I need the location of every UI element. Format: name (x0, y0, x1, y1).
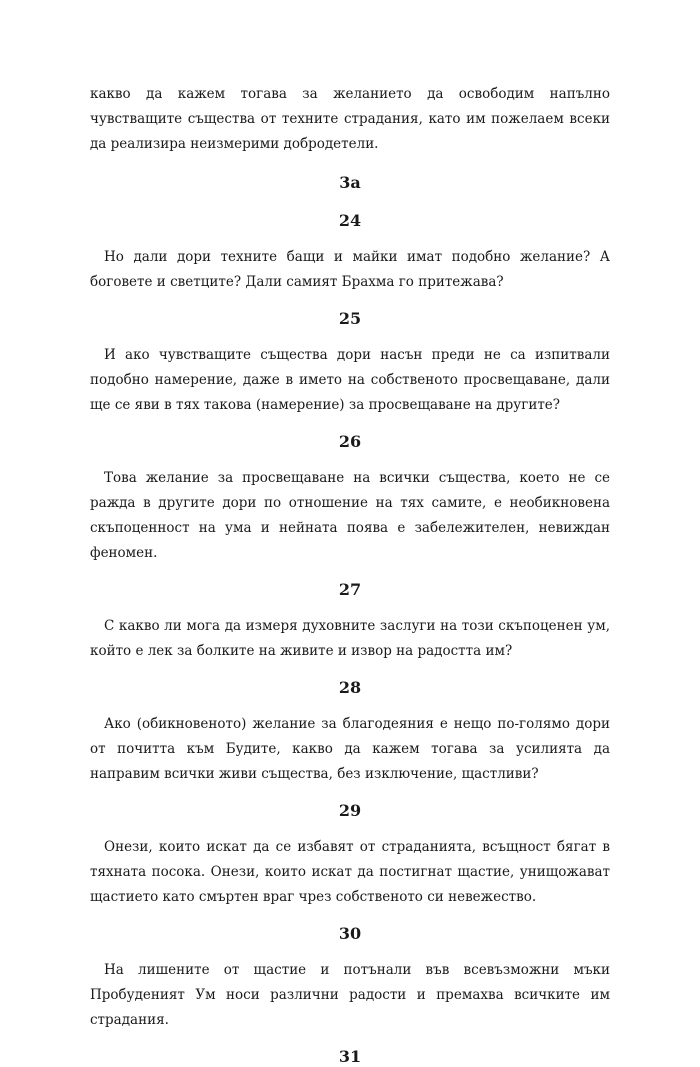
paragraph-26: Това желание за просвещаване на всички същества, което не се ражда в другите дори по отношение на тях самите, е необикновена скъпоценност на ума и нейната поява е забележителен, невиждан феномен. (90, 470, 610, 561)
paragraph-28: Ако (обикновеното) желание за благодеяния е нещо по-голямо дори от почитта към Будите, какво да кажем тогава за усилията да направим всички живи същества, без изключение, щастливи? (90, 716, 610, 782)
verse-heading-27: 27 (338, 580, 362, 599)
document-page (90, 82, 610, 1067)
paragraph-30: На лишените от щастие и потънали във всевъзможни мъки Пробуденият Ум носи различни радости и премахва всичките им страдания. (90, 962, 610, 1028)
verse-heading-31: 31 (338, 1047, 362, 1066)
verse-heading-3a: 3a (339, 173, 361, 192)
paragraph-27: С какво ли мога да измеря духовните заслуги на този скъпоценен ум, който е лек за болките на живите и извор на радостта им? (90, 618, 610, 659)
verse-heading-29: 29 (338, 801, 362, 820)
paragraph-23-continued: какво да кажем тогава за желанието да освободим напълно чувстващите същества от техните страдания, като им пожелаем всеки да реализира неизмерими добродетели. (90, 86, 610, 152)
verse-heading-24: 24 (338, 211, 362, 230)
paragraph-29: Онези, които искат да се избавят от страданията, всъщност бягат в тяхната посока. Онези, които искат да постигнат щастие, унищожават щастието като смъртен враг чрез собственото си невежество. (90, 839, 610, 905)
paragraph-25: И ако чувстващите същества дори насън преди не са изпитвали подобно намерение, даже в името на собственото просвещаване, дали ще се яви в тях такова (намерение) за просвещаване на другите? (90, 347, 610, 413)
verse-heading-25: 25 (338, 309, 362, 328)
verse-heading-26: 26 (338, 432, 362, 451)
verse-heading-30: 30 (338, 924, 362, 943)
verse-heading-28: 28 (338, 678, 362, 697)
paragraph-24: Но дали дори техните бащи и майки имат подобно желание? А боговете и светците? Дали самият Брахма го притежава? (90, 249, 610, 290)
